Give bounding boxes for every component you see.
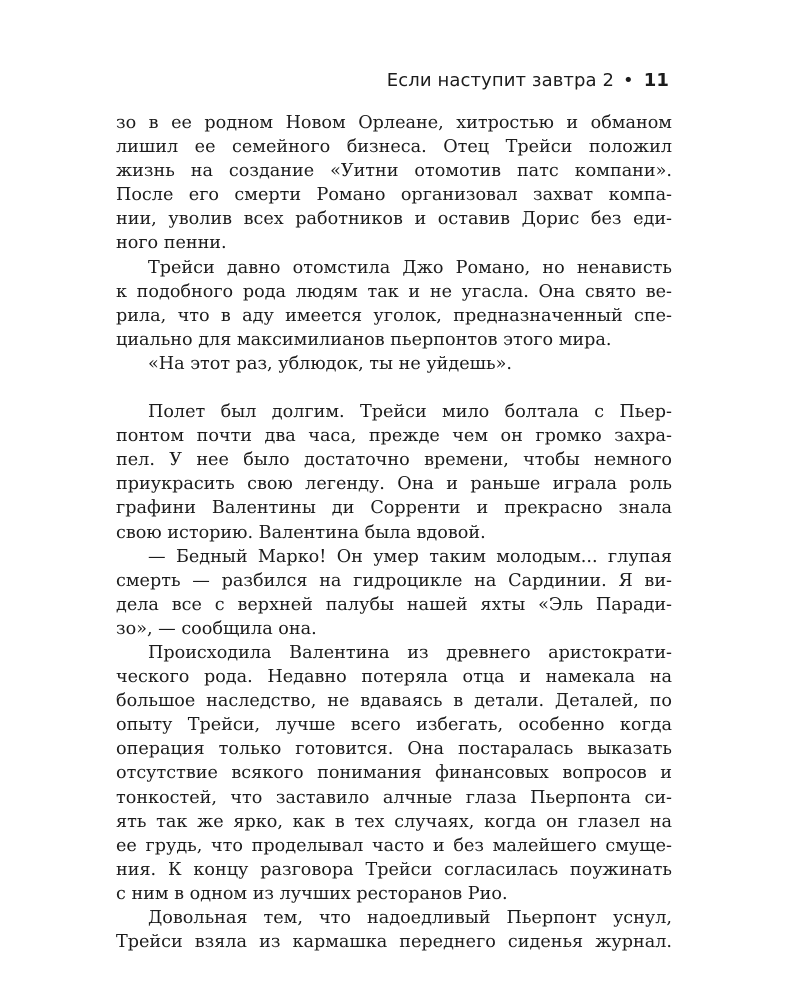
text-line: свою историю. Валентина была вдовой.	[116, 522, 486, 543]
text-line: «На этот раз, ублюдок, ты не уйдешь».	[148, 353, 512, 374]
text-line: ческого рода. Недавно потеряла отца и намекала на	[116, 667, 672, 688]
text-line: — Бедный Марко! Он умер таким молодым... глупая	[148, 546, 672, 567]
body-text	[116, 111, 672, 954]
text-line: зо в ее родном Новом Орлеане, хитростью и обманом	[116, 113, 672, 133]
text-line: ее грудь, что проделывал часто и без малейшего смуще-	[116, 835, 672, 856]
text-line: с ним в одном из лучших ресторанов Рио.	[116, 883, 508, 904]
text-line: смерть — разбился на гидроцикле на Сардинии. Я ви-	[116, 570, 672, 591]
section-break	[116, 376, 672, 400]
text-line: ять так же ярко, как в тех случаях, когда он глазел на	[116, 811, 672, 832]
text-line: дела все с верхней палубы нашей яхты «Эль Паради-	[116, 594, 672, 615]
text-line: Происходила Валентина из древнего аристократи-	[148, 642, 672, 663]
text-line: Довольная тем, что надоедливый Пьерпонт уснул,	[148, 908, 672, 928]
running-header	[387, 70, 669, 91]
page-number: 11	[643, 70, 669, 91]
text-line: отсутствие всякого понимания финансовых вопросов и	[116, 763, 672, 784]
text-line: лишил ее семейного бизнеса. Отец Трейси положил	[116, 137, 672, 158]
text-line: Трейси давно отомстила Джо Романо, но ненависть	[148, 257, 672, 278]
text-line: операция только готовится. Она постаралась выказать	[116, 739, 672, 760]
text-line: жизнь на создание «Уитни отомотив патс компани».	[116, 161, 672, 182]
text-line: рила, что в аду имеется уголок, предназначенный спе-	[116, 305, 672, 326]
text-line: Трейси взяла из кармашка переднего сиденья журнал.	[116, 932, 672, 953]
text-line: понтом почти два часа, прежде чем он громко захра-	[116, 426, 672, 447]
header-separator: •	[623, 70, 634, 91]
book-title: Если наступит завтра 2	[386, 70, 615, 91]
text-line: После его смерти Романо организовал захват компа-	[116, 185, 672, 206]
text-line: приукрасить свою легенду. Она и раньше играла роль	[116, 474, 672, 495]
text-line: пел. У нее было достаточно времени, чтобы немного	[116, 450, 672, 471]
text-line: большое наследство, не вдаваясь в детали. Деталей, по	[116, 691, 672, 712]
text-line: к подобного рода людям так и не угасла. Она свято ве-	[116, 281, 672, 302]
text-line: тонкостей, что заставило алчные глаза Пьерпонта си-	[116, 787, 672, 808]
text-line: циально для максимилианов пьерпонтов этого мира.	[116, 329, 612, 350]
text-line: ния. К концу разговора Трейси согласилась поужинать	[116, 859, 672, 880]
text-line: ного пенни.	[116, 233, 227, 254]
text-line: зо», — сообщила она.	[116, 618, 317, 639]
text-line: графини Валентины ди Сорренти и прекрасно знала	[116, 498, 672, 519]
text-line: нии, уволив всех работников и оставив Дорис без еди-	[116, 209, 672, 230]
text-line: Полет был долгим. Трейси мило болтала с Пьер-	[148, 402, 672, 423]
text-line: опыту Трейси, лучше всего избегать, особенно когда	[116, 715, 672, 736]
